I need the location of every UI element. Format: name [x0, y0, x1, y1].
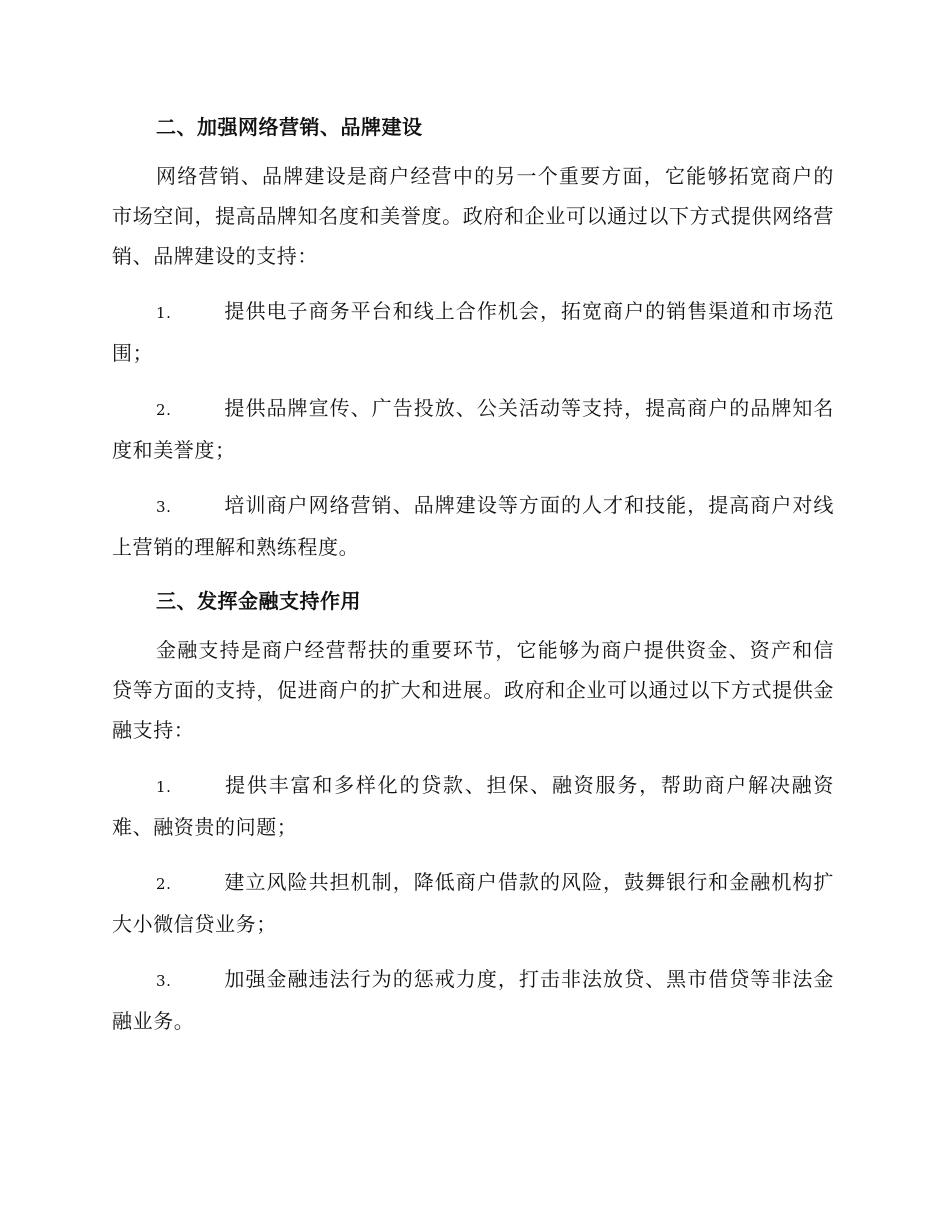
section-paragraph: 网络营销、品牌建设是商户经营中的另一个重要方面，它能够拓宽商户的市场空间，提高品牌知名度和美誉度。政府和企业可以通过以下方式提供网络营销、品牌建设的支持：	[112, 164, 834, 268]
document-body	[112, 108, 834, 1056]
section-online-marketing	[112, 108, 834, 567]
list-item-text: 建立风险共担机制，降低商户借款的风险，鼓舞银行和金融机构扩大小微信贷业务；	[112, 870, 834, 936]
list-item-number: 1.	[156, 778, 172, 796]
list-item	[112, 485, 834, 567]
section-paragraph: 金融支持是商户经营帮扶的重要环节，它能够为商户提供资金、资产和信贷等方面的支持，促进商户的扩大和进展。政府和企业可以通过以下方式提供金融支持：	[112, 638, 834, 742]
list-item	[112, 388, 834, 470]
list-item	[112, 862, 834, 944]
list-item	[112, 959, 834, 1041]
list-item-number: 3.	[156, 498, 172, 516]
section-financial-support	[112, 582, 834, 1041]
list-item-text: 提供电子商务平台和线上合作机会，拓宽商户的销售渠道和市场范围；	[112, 299, 834, 365]
list-item-text: 加强金融违法行为的惩戒力度，打击非法放贷、黑市借贷等非法金融业务。	[112, 967, 834, 1033]
section-heading: 三、发挥金融支持作用	[156, 589, 361, 613]
list-item-text: 提供品牌宣传、广告投放、公关活动等支持，提高商户的品牌知名度和美誉度；	[112, 396, 834, 462]
list-item-number: 2.	[156, 401, 172, 419]
list-item-text: 培训商户网络营销、品牌建设等方面的人才和技能，提高商户对线上营销的理解和熟练程度。	[112, 493, 834, 559]
list-item-number: 2.	[156, 875, 172, 893]
list-item-number: 1.	[156, 304, 172, 322]
list-item-number: 3.	[156, 972, 172, 990]
list-item-text: 提供丰富和多样化的贷款、担保、融资服务，帮助商户解决融资难、融资贵的问题；	[112, 773, 834, 839]
list-item	[112, 291, 834, 373]
section-heading: 二、加强网络营销、品牌建设	[156, 115, 423, 139]
list-item	[112, 765, 834, 847]
